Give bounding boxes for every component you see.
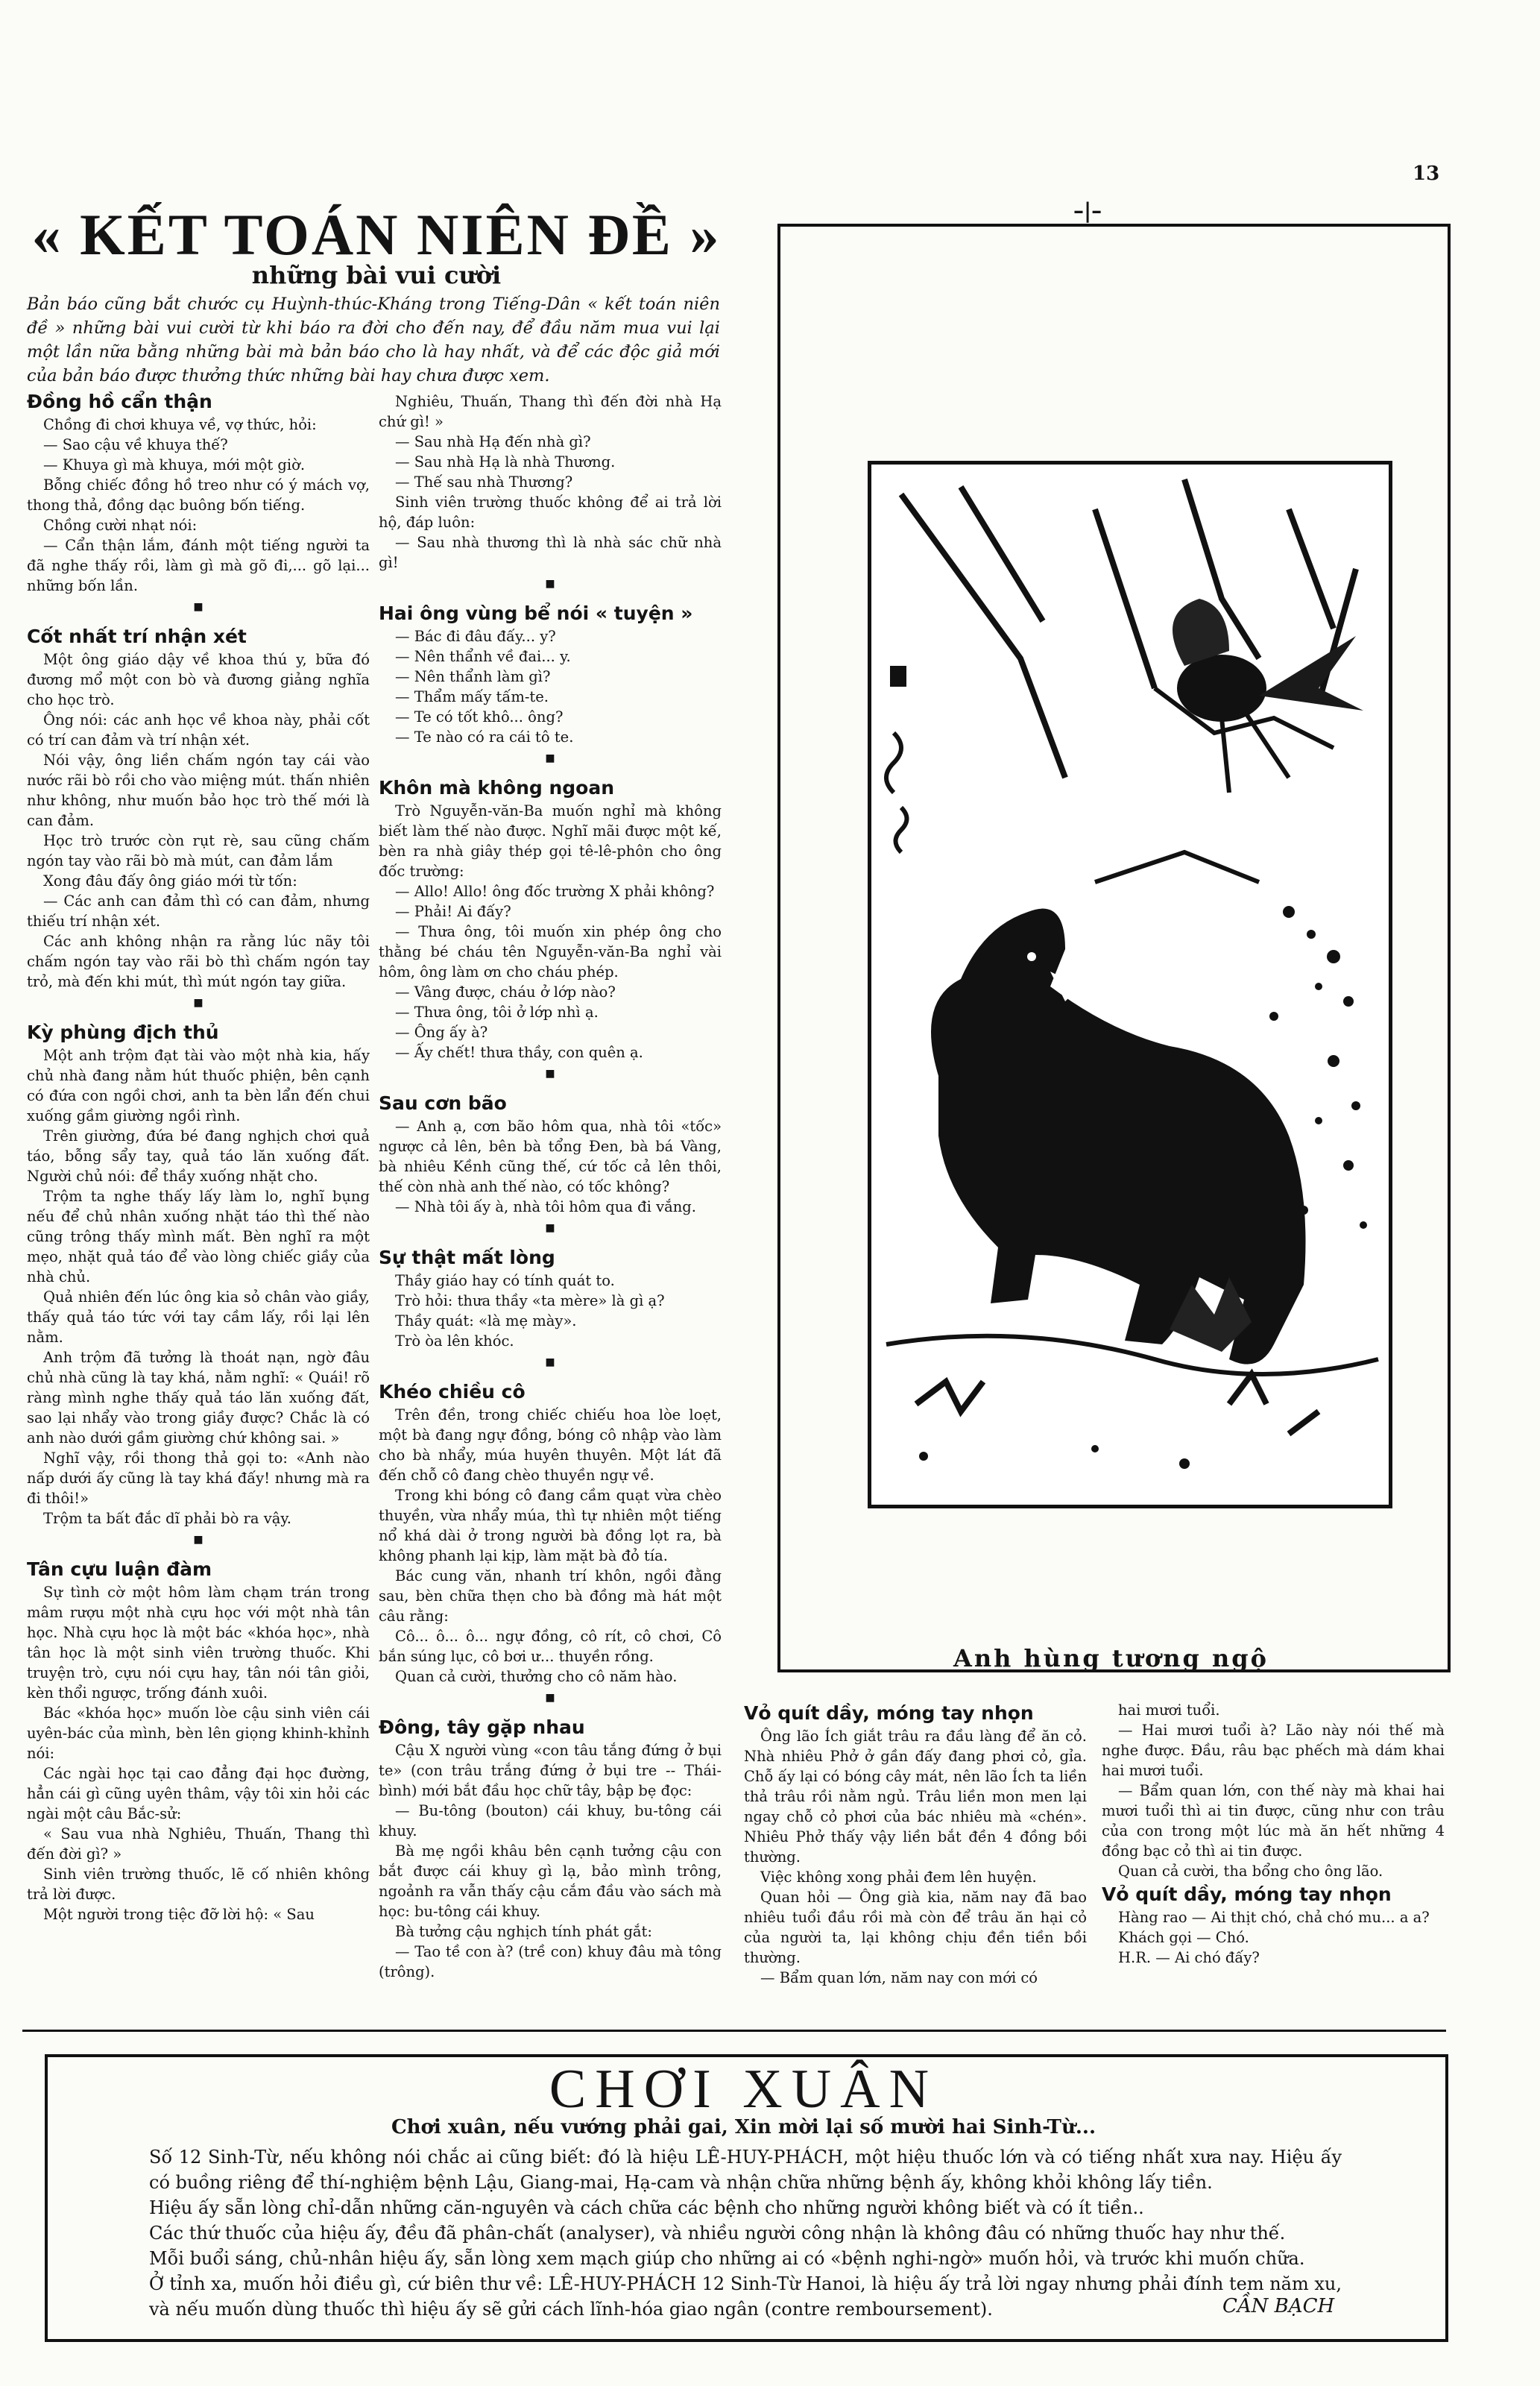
story-paragraph: — Các anh can đảm thì có can đảm, nhưng thiếu trí nhận xét.: [27, 893, 370, 930]
story-paragraph: Sinh viên trường thuốc, lẽ cố nhiên không trả lời được.: [27, 1866, 370, 1903]
woodcut-illustration: [868, 461, 1392, 1508]
story-paragraph: — Bẩm quan lớn, năm nay con mới có: [760, 1969, 1038, 1986]
story-title: Đông, tây gặp nhau: [379, 1716, 585, 1738]
story-paragraph: Quả nhiên đến lúc ông kia sỏ chân vào giầy, thấy quả táo tức với tay cầm lấy, rồi lại lên nằm.: [27, 1288, 370, 1346]
story-paragraph: — Hai mươi tuổi à? Lão này nói thế mà nghe được. Đầu, râu bạc phếch mà dám khai hai mươi tuổi.: [1102, 1722, 1445, 1779]
section-divider: ■: [545, 1222, 555, 1234]
story-paragraph: Trong khi bóng cô đang cầm quạt vừa chèo thuyền, vừa nhẩy múa, thì tự nhiên một tiếng nổ khá dài ở trong người bà đồng lọt ra, bà không phanh lại kịp, làm mặt bà đỏ tía.: [379, 1487, 722, 1564]
column-4: [1102, 1700, 1445, 1968]
story-paragraph: Bỗng chiếc đồng hồ treo như có ý mách vợ, thong thả, đồng dạc buông bốn tiếng.: [27, 476, 370, 514]
story-paragraph: — Thưa ông, tôi ở lớp nhì ạ.: [395, 1004, 599, 1021]
story-paragraph: Nghiêu, Thuấn, Thang thì đến đời nhà Hạ chứ gì! »: [379, 393, 722, 430]
story-title: Sự thật mất lòng: [379, 1247, 555, 1268]
ad-paragraph: Số 12 Sinh-Từ, nếu không nói chắc ai cũng biết: đó là hiệu LÊ-HUY-PHÁCH, một hiệu thuốc lớn và có tiếng nhất xưa nay. Hiệu ấy có buồng riêng để thí-nghiệm bệnh Lậu, Giang-mai, Hạ-cam và nhận chữa những bệnh ấy, không khỏi không lấy tiền.: [149, 2147, 1342, 2193]
section-divider: ■: [193, 601, 203, 613]
ad-body: [149, 2144, 1342, 2322]
story-paragraph: Bà tưởng cậu nghịch tính phát gắt:: [395, 1923, 652, 1940]
story-paragraph: — Thế sau nhà Thương?: [395, 473, 573, 491]
page-subtitle: những bài vui cười: [251, 261, 502, 289]
story-paragraph: — Ấy chết! thưa thầy, con quên ạ.: [395, 1044, 643, 1061]
story-paragraph: — Bẩm quan lớn, con thế này mà khai hai mươi tuổi thì ai tin được, cũng như con trâu của con trong một lúc mà ăn hết những 4 đồng bạc cỏ thì ai tin được.: [1102, 1782, 1445, 1860]
page-title: « KẾT TOÁN NIÊN ĐỀ »: [31, 202, 722, 267]
story-paragraph: Quan hỏi — Ông già kia, năm nay đã bao nhiêu tuổi đầu rồi mà còn để trâu ăn hại cỏ của người ta, lại không chịu đền tiền bồi thường.: [744, 1889, 1087, 1966]
story-paragraph: Một người trong tiệc đỡ lời hộ: « Sau: [43, 1906, 315, 1923]
story-paragraph: Quan cả cười, thưởng cho cô năm hào.: [395, 1668, 678, 1685]
story-paragraph: — Phải! Ai đấy?: [395, 903, 511, 920]
story-paragraph: Nói vậy, ông liền chấm ngón tay cái vào nước rãi bò rồi cho vào miệng mút. thấn nhiên như không, như muốn bảo học trò thế mới là can đảm.: [27, 752, 370, 829]
story-title: Khéo chiều cô: [379, 1381, 526, 1403]
story-paragraph: Cậu X người vùng «con tâu tắng đứng ở bụi te» (con trâu trắng đứng ở bụi tre -- Thái-bình) mới bắt đầu học chữ tây, bập bẹ đọc:: [379, 1742, 722, 1799]
ad-signature: CẦN BẠCH: [1222, 2295, 1335, 2317]
story-paragraph: — Sau nhà Hạ đến nhà gì?: [395, 433, 591, 450]
story-paragraph: Thầy giáo hay có tính quát to.: [395, 1272, 615, 1289]
story-title: Kỳ phùng địch thủ: [27, 1022, 219, 1043]
story-title: Cốt nhất trí nhận xét: [27, 626, 247, 647]
story-paragraph: Trộm ta bất đắc dĩ phải bò ra vậy.: [43, 1510, 291, 1527]
story-paragraph: Sinh viên trường thuốc không để ai trả lời hộ, đáp luôn:: [379, 494, 722, 531]
story-paragraph: — Khuya gì mà khuya, mới một giờ.: [43, 456, 306, 473]
story-paragraph: Một anh trộm đạt tài vào một nhà kia, hấy chủ nhà đang nằm hút thuốc phiện, bên cạnh có đứa con ngồi chơi, anh ta bèn lẩn đến chui xuống gầm giường ngồi rình.: [27, 1047, 370, 1124]
column-3: [744, 1700, 1087, 1988]
story-title: Tân cựu luận đàm: [27, 1558, 212, 1580]
story-paragraph: Chồng cười nhạt nói:: [43, 517, 198, 534]
story-paragraph: — Sao cậu về khuya thế?: [43, 436, 228, 453]
story-paragraph: hai mươi tuổi.: [1118, 1702, 1220, 1719]
story-paragraph: Anh trộm đã tưởng là thoát nạn, ngờ đâu chủ nhà cũng là tay khá, nằm nghĩ: « Quái! rõ ràng mình nghe thấy quả táo lăn xuống đất, sao lại nhẩy vào trong giầy được? Chắc là có anh nào dưới gầm giường chứ không sai. »: [27, 1349, 370, 1447]
section-divider: ■: [545, 1692, 555, 1704]
story-paragraph: — Sau nhà Hạ là nhà Thương.: [395, 453, 616, 470]
story-paragraph: Hàng rao — Ai thịt chó, chả chó mu... a a?: [1118, 1909, 1430, 1926]
story-paragraph: — Vâng được, cháu ở lớp nào?: [395, 983, 616, 1001]
story-title: Sau cơn bão: [379, 1092, 507, 1114]
story-paragraph: — Allo! Allo! ông đốc trường X phải không?: [395, 883, 715, 900]
section-divider: ■: [545, 752, 555, 764]
story-paragraph: Trộm ta nghe thấy lấy làm lo, nghĩ bụng nếu để chủ nhân xuống nhặt táo thì thế nào cũng trông thấy mình mất. Bèn nghĩ ra một mẹo, nhặt quả táo để vào lòng chiếc giầy của nhà chủ.: [27, 1188, 370, 1285]
story-paragraph: Xong đâu đấy ông giáo mới từ tốn:: [43, 872, 297, 890]
story-paragraph: Học trò trước còn rụt rè, sau cũng chấm ngón tay vào rãi bò mà mút, can đảm lắm: [27, 832, 370, 869]
story-paragraph: Bà mẹ ngồi khâu bên cạnh tưởng cậu con bắt được cái khuy gì lạ, bảo mình trông, ngoảnh ra vẫn thấy cậu cắm đầu vào sách mà học: bu-tông cái khuy.: [379, 1842, 722, 1920]
story-title: Đồng hồ cẩn thận: [27, 391, 212, 412]
ad-paragraph: Mỗi buổi sáng, chủ-nhân hiệu ấy, sẵn lòng xem mạch giúp cho những ai có «bệnh nghi-ngờ» muốn hỏi, và trước khi muốn chữa.: [149, 2248, 1305, 2269]
story-paragraph: — Ông ấy à?: [395, 1024, 488, 1041]
ad-title: CHƠI XUÂN: [549, 2059, 938, 2120]
story-paragraph: — Nên thẩnh làm gì?: [395, 668, 551, 685]
story-paragraph: Trên giường, đứa bé đang nghịch chơi quả táo, bỗng sẩy tay, quả táo lăn xuống đất. Người chủ nói: để thầy xuống nhặt cho.: [27, 1127, 370, 1185]
ad-paragraph: Hiệu ấy sẵn lòng chỉ-dẫn những căn-nguyên và cách chữa các bệnh cho những người không biết và có ít tiền..: [149, 2197, 1144, 2218]
story-paragraph: — Bác đi đâu đấy... y?: [395, 628, 556, 645]
story-paragraph: Việc không xong phải đem lên huyện.: [760, 1869, 1037, 1886]
story-paragraph: Bác cung văn, nhanh trí khôn, ngồi đằng sau, bèn chữa thẹn cho bà đồng mà hát một câu rằng:: [379, 1567, 722, 1625]
section-divider: ■: [545, 578, 555, 590]
story-paragraph: — Anh ạ, cơn bão hôm qua, nhà tôi «tốc» ngược cả lên, bên bà tổng Đen, bà bá Vàng, bà nhiêu Kềnh cũng thế, cứ tốc cả lên thôi, thế còn nhà anh thế nào, có tốc không?: [379, 1118, 722, 1195]
story-paragraph: Chồng đi chơi khuya về, vợ thức, hỏi:: [43, 416, 317, 433]
story-paragraph: Ông nói: các anh học về khoa này, phải cốt có trí can đảm và trí nhận xét.: [27, 711, 370, 749]
story-paragraph: Trên đền, trong chiếc chiếu hoa lòe loẹt, một bà đang ngự đồng, bóng cô nhập vào làm cho bà nhẩy, múa huyên thuyên. Một lát đã đến chỗ cô đang chèo thuyền ngự về.: [379, 1406, 722, 1484]
illustration-caption: Anh hùng tương ngộ: [953, 1644, 1269, 1672]
column-1: [27, 391, 370, 1924]
story-title: Vỏ quít dầy, móng tay nhọn: [744, 1702, 1034, 1724]
section-divider: ■: [545, 1356, 555, 1368]
story-paragraph: Thầy quát: «là mẹ mày».: [395, 1312, 577, 1329]
story-paragraph: — Sau nhà thương thì là nhà sác chữ nhà gì!: [379, 534, 722, 571]
story-paragraph: Khách gọi — Chó.: [1118, 1929, 1249, 1946]
story-paragraph: — Thưa ông, tôi muốn xin phép ông cho thằng bé cháu tên Nguyễn-văn-Ba nghỉ vài hôm, ông làm ơn cho cháu phép.: [379, 923, 722, 980]
story-paragraph: Trò hỏi: thưa thầy «ta mère» là gì ạ?: [395, 1292, 665, 1309]
story-paragraph: Quan cả cười, tha bổng cho ông lão.: [1118, 1863, 1383, 1880]
page-divider: [22, 2030, 1446, 2032]
bear-shape: [931, 909, 1306, 1364]
story-paragraph: — Cẩn thận lắm, đánh một tiếng người ta đã nghe thấy rồi, làm gì mà gõ đi,... gõ lại... những bốn lần.: [27, 537, 370, 594]
story-paragraph: — Tao tề con à? (trề con) khuy đâu mà tông (trông).: [379, 1943, 722, 1980]
story-paragraph: H.R. — Ai chó đấy?: [1118, 1949, 1260, 1966]
story-paragraph: Các ngài học tại cao đẳng đại học đường, hẳn cái gì cũng uyên thâm, vậy tôi xin hỏi các ngài một câu Bắc-sử:: [27, 1765, 370, 1822]
story-paragraph: Trò òa lên khóc.: [395, 1332, 514, 1350]
ad-paragraph: Ở tỉnh xa, muốn hỏi điều gì, cứ biên thư về: LÊ-HUY-PHÁCH 12 Sinh-Từ Hanoi, là hiệu ấy trả lời ngay nhưng phải đính tem năm xu, và nếu muốn dùng thuốc thì hiệu ấy sẽ gửi cách lĩnh-hóa giao ngân (contre remboursement).: [149, 2273, 1342, 2320]
story-paragraph: Các anh không nhận ra rằng lúc nãy tôi chấm ngón tay vào rãi bò thì chấm ngón tay trỏ, mà đến khi mút, thì mút ngón tay giữa.: [27, 933, 370, 990]
ad-tagline: Chơi xuân, nếu vướng phải gai, Xin mời lại số mười hai Sinh-Từ...: [391, 2116, 1096, 2138]
story-paragraph: — Bu-tông (bouton) cái khuy, bu-tông cái khuy.: [379, 1802, 722, 1839]
story-paragraph: — Thẩm mấy tấm-te.: [395, 688, 549, 705]
column-2: [379, 391, 722, 1982]
story-paragraph: — Te nào có ra cái tô te.: [395, 728, 574, 746]
story-paragraph: Nghĩ vậy, rồi thong thả gọi to: «Anh nào nấp dưới ấy cũng là tay khá đấy! nhưng mà ra đi thôi!»: [27, 1449, 370, 1507]
frame-tab-mark: –|–: [1073, 198, 1102, 223]
story-paragraph: Bác «khóa học» muốn lòe cậu sinh viên cái uyên-bác của mình, bèn lên giọng khinh-khỉnh nói:: [27, 1704, 370, 1762]
story-title: Hai ông vùng bể nói « tuyện »: [379, 602, 693, 624]
section-divider: ■: [193, 997, 203, 1009]
story-paragraph: — Nhà tôi ấy à, nhà tôi hôm qua đi vắng.: [395, 1198, 696, 1215]
story-paragraph: Sự tình cờ một hôm làm chạm trán trong mâm rượu một nhà cựu học với một nhà tân học. Nhà cựu học là một bác «khóa học», nhà tân học là một sinh viên trường thuốc. Khi truyện trò, cựu nói cựu hay, tân nói tân giỏi, kèn thổi ngược, trống đánh xuôi.: [27, 1584, 370, 1702]
story-title: Khôn mà không ngoan: [379, 777, 615, 799]
story-paragraph: Ông lão Ích giắt trâu ra đầu làng để ăn cỏ. Nhà nhiêu Phở ở gần đấy đang phơi cỏ, gỉa. Chỗ ấy lại có bóng cây mát, nên lão Ích ta liền thả trâu rồi nằm ngủ. Trâu liền mon men lại ngay chỗ cỏ phơi của bác nhiêu mà «chén». Nhiêu Phở thấy vậy liền bắt đền 4 đồng bồi thường.: [744, 1728, 1087, 1866]
story-paragraph: Trò Nguyễn-văn-Ba muốn nghỉ mà không biết làm thế nào được. Nghĩ mãi được một kế, bèn ra nhà giây thép gọi tê-lê-phôn cho ông đốc trường:: [379, 802, 722, 880]
bear-and-bird-woodcut: [871, 465, 1389, 1505]
story-title: Vỏ quít dầy, móng tay nhọn: [1102, 1883, 1392, 1905]
ad-paragraph: Các thứ thuốc của hiệu ấy, đều đã phân-chất (analyser), và nhiều người công nhận là không đâu có những thuốc hay như thế.: [149, 2223, 1286, 2244]
story-paragraph: Một ông giáo dậy về khoa thú y, bữa đó đương mổ một con bò và đương giảng nghĩa cho học trò.: [27, 651, 370, 708]
section-divider: ■: [545, 1068, 555, 1080]
story-paragraph: « Sau vua nhà Nghiêu, Thuấn, Thang thì đến đời gì? »: [27, 1825, 370, 1863]
intro-text: Bản báo cũng bắt chước cụ Huỳnh-thúc-Kháng trong Tiếng-Dân « kết toán niên đề » những bài vui cười từ khi báo ra đời cho đến nay, để đầu năm mua vui lại một lần nữa bằng những bài mà bản báo cho là hay nhất, và để các độc giả mới của bản báo được thưởng thức những bài hay chưa được xem.: [27, 295, 720, 385]
story-paragraph: — Nên thẩnh về đai... y.: [395, 648, 571, 665]
story-paragraph: Cô... ô... ô... ngự đồng, cô rít, cô chơi, Cô bắn súng lục, cô bơi ư... thuyền rồng.: [379, 1628, 722, 1665]
story-paragraph: — Te có tốt khô... ông?: [395, 708, 564, 725]
page-number: 13: [1413, 163, 1440, 185]
section-divider: ■: [193, 1534, 203, 1546]
